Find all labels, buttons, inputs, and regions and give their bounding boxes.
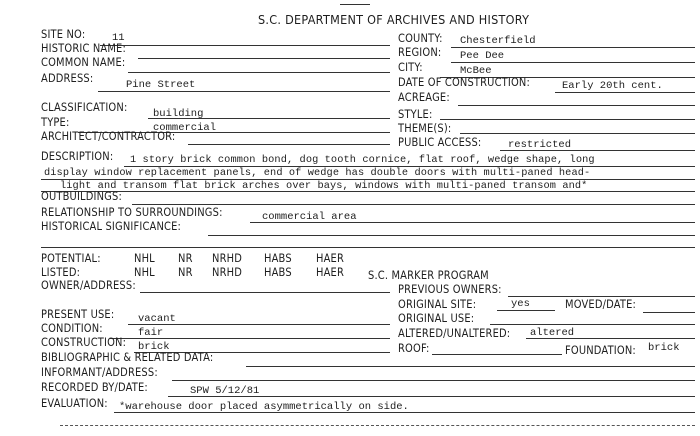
potential-label: POTENTIAL: [41, 251, 101, 265]
relationship-label: RELATIONSHIP TO SURROUNDINGS: [41, 205, 223, 219]
roof-line [432, 354, 562, 355]
style-line [440, 119, 695, 120]
relationship-line [250, 222, 695, 223]
potential-nr: NR [178, 251, 193, 265]
address-value: Pine Street [126, 79, 196, 91]
historical-significance-line-2 [41, 247, 695, 248]
address-line [98, 91, 390, 92]
present-use-value: vacant [138, 313, 176, 325]
listed-haer: HAER [316, 265, 345, 279]
region-line [451, 62, 695, 63]
description-line-2: display window replacement panels, end of wedge has double doors with multi-paned head- [44, 167, 591, 179]
date-of-construction-label: DATE OF CONSTRUCTION: [398, 75, 531, 89]
relationship-value: commercial area [262, 211, 357, 223]
original-site-label: ORIGINAL SITE: [398, 297, 477, 311]
common-name-label: COMMON NAME: [41, 55, 126, 69]
classification-line [148, 118, 390, 119]
condition-value: fair [138, 327, 164, 339]
evaluation-value: *warehouse door placed asymmetrically on side. [119, 401, 409, 413]
original-site-line [497, 310, 555, 311]
top-mark [340, 4, 370, 5]
original-use-line [490, 324, 695, 325]
public-access-label: PUBLIC ACCESS: [398, 135, 482, 149]
city-label: CITY: [398, 60, 423, 74]
site-no-line [100, 45, 390, 46]
listed-nr: NR [178, 265, 193, 279]
recorded-by-label: RECORDED BY/DATE: [41, 380, 148, 394]
historical-significance-line [208, 235, 695, 236]
listed-label: LISTED: [41, 265, 81, 279]
present-use-line [128, 324, 390, 325]
architect-label: ARCHITECT/CONTRACTOR: [41, 129, 176, 143]
recorded-by-value: SPW 5/12/81 [190, 385, 260, 397]
original-use-label: ORIGINAL USE: [398, 311, 475, 325]
altered-line [526, 338, 695, 339]
description-label: DESCRIPTION: [41, 149, 114, 163]
owner-address-label: OWNER/ADDRESS: [41, 278, 136, 292]
style-label: STYLE: [398, 107, 433, 121]
date-of-construction-value: Early 20th cent. [562, 80, 663, 92]
address-label: ADDRESS: [41, 71, 94, 85]
evaluation-label: EVALUATION: [41, 396, 108, 410]
classification-label: CLASSIFICATION: [41, 100, 128, 114]
description-line-3: light and transom flat brick arches over bays, windows with multi-paned transom and* [60, 180, 588, 192]
recorded-by-line [168, 396, 695, 397]
themes-label: THEME(S): [398, 121, 452, 135]
potential-nrhd: NRHD [212, 251, 243, 265]
form-title: S.C. DEPARTMENT OF ARCHIVES AND HISTORY [258, 12, 530, 27]
condition-label: CONDITION: [41, 321, 103, 335]
description-line-1: 1 story brick common bond, dog tooth cornice, flat roof, wedge shape, long [130, 154, 595, 166]
listed-nrhd: NRHD [212, 265, 243, 279]
acreage-line [458, 105, 695, 106]
architect-line [188, 144, 390, 145]
city-value: McBee [460, 65, 492, 77]
county-line [451, 47, 695, 48]
historical-significance-label: HISTORICAL SIGNIFICANCE: [41, 219, 182, 233]
informant-label: INFORMANT/ADDRESS: [41, 365, 158, 379]
marker-program-label: S.C. MARKER PROGRAM [368, 268, 489, 282]
classification-value: building [153, 108, 204, 120]
owner-address-line [140, 292, 390, 293]
themes-line [460, 133, 695, 134]
site-no-value: 11 [112, 32, 125, 44]
roof-label: ROOF: [398, 341, 430, 355]
type-value: commercial [153, 122, 217, 134]
previous-owners-label: PREVIOUS OWNERS: [398, 282, 502, 296]
historic-name-line [138, 58, 390, 59]
common-name-line [128, 72, 390, 73]
site-no-label: SITE NO: [41, 27, 86, 41]
outbuildings-label: OUTBUILDINGS: [41, 189, 122, 203]
bottom-line [60, 425, 695, 426]
county-label: COUNTY: [398, 31, 443, 45]
bibliographic-line [246, 366, 695, 367]
informant-line [172, 380, 695, 381]
region-label: REGION: [398, 45, 442, 59]
original-site-value: yes [511, 298, 530, 310]
historic-name-label: HISTORIC NAME: [41, 41, 126, 55]
listed-habs: HABS [264, 265, 292, 279]
construction-label: CONSTRUCTION: [41, 335, 127, 349]
acreage-label: ACREAGE: [398, 90, 450, 104]
present-use-label: PRESENT USE: [41, 307, 115, 321]
condition-line [110, 338, 390, 339]
foundation-value: brick [648, 342, 680, 354]
public-access-value: restricted [508, 139, 572, 151]
description-rule-3 [41, 191, 695, 192]
moved-date-line [643, 312, 695, 313]
potential-habs: HABS [264, 251, 292, 265]
county-value: Chesterfield [460, 35, 536, 47]
type-label: TYPE: [41, 115, 70, 129]
altered-label: ALTERED/UNALTERED: [398, 326, 511, 340]
region-value: Pee Dee [460, 50, 505, 62]
potential-nhl: NHL [134, 251, 155, 265]
potential-haer: HAER [316, 251, 345, 265]
listed-nhl: NHL [134, 265, 155, 279]
evaluation-line [114, 412, 695, 413]
public-access-line [500, 150, 695, 151]
moved-date-label: MOVED/DATE: [565, 297, 637, 311]
date-line [555, 92, 695, 93]
construction-value: brick [138, 341, 170, 353]
bibliographic-label: BIBLIOGRAPHIC & RELATED DATA: [41, 350, 214, 364]
altered-value: altered [530, 327, 575, 339]
foundation-label: FOUNDATION: [565, 343, 636, 357]
